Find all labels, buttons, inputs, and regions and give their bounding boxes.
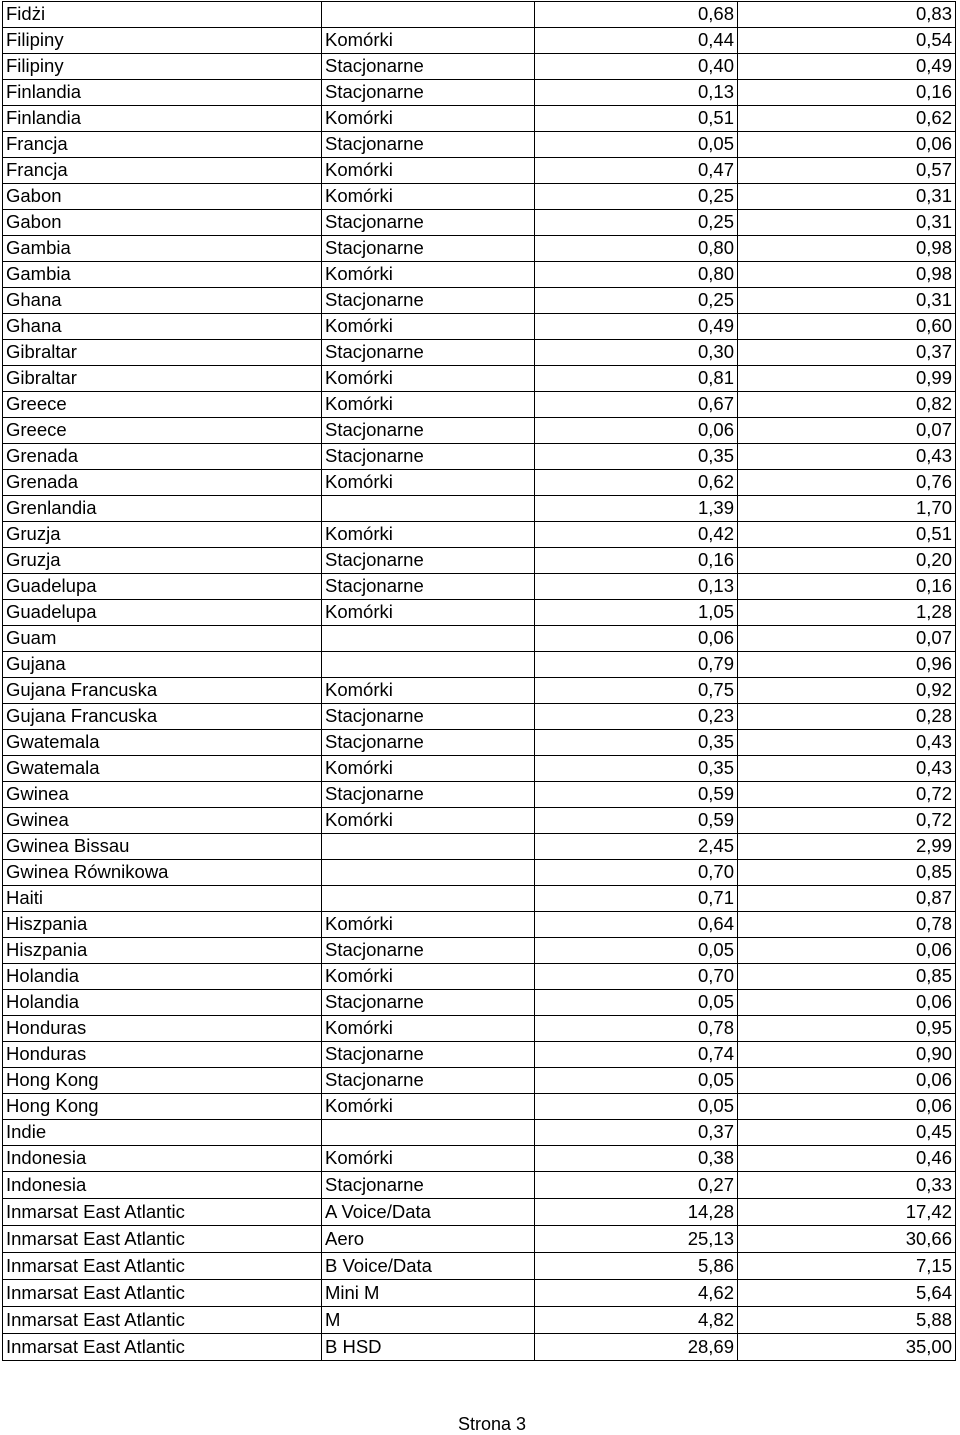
table-row [3, 782, 956, 808]
country-cell: Gujana Francuska [3, 704, 322, 730]
country-cell: Ghana [3, 314, 322, 340]
rate-cell: 0,68 [535, 2, 738, 28]
rate-cell: 0,67 [535, 392, 738, 418]
rate-gross-cell: 0,72 [738, 782, 956, 808]
rate-cell: 0,51 [535, 106, 738, 132]
table-row [3, 1226, 956, 1253]
rate-gross-cell: 0,98 [738, 262, 956, 288]
country-cell: Filipiny [3, 54, 322, 80]
rate-cell: 25,13 [535, 1226, 738, 1253]
rate-gross-cell: 0,31 [738, 288, 956, 314]
table-row [3, 964, 956, 990]
country-cell: Gruzja [3, 522, 322, 548]
rate-gross-cell: 0,06 [738, 132, 956, 158]
table-row [3, 288, 956, 314]
rate-gross-cell: 0,57 [738, 158, 956, 184]
type-cell: Stacjonarne [322, 938, 535, 964]
rate-gross-cell: 0,76 [738, 470, 956, 496]
type-cell: Stacjonarne [322, 80, 535, 106]
table-row [3, 210, 956, 236]
rate-gross-cell: 0,90 [738, 1042, 956, 1068]
rate-gross-cell: 1,28 [738, 600, 956, 626]
country-cell: Gambia [3, 236, 322, 262]
rate-gross-cell: 5,64 [738, 1280, 956, 1307]
table-row [3, 1334, 956, 1361]
country-cell: Hong Kong [3, 1068, 322, 1094]
table-row [3, 340, 956, 366]
type-cell [322, 886, 535, 912]
rate-gross-cell: 2,99 [738, 834, 956, 860]
table-row [3, 28, 956, 54]
country-cell: Francja [3, 158, 322, 184]
rate-cell: 0,35 [535, 756, 738, 782]
rate-cell: 0,75 [535, 678, 738, 704]
rate-gross-cell: 35,00 [738, 1334, 956, 1361]
table-row [3, 938, 956, 964]
type-cell: Komórki [322, 1016, 535, 1042]
type-cell: Stacjonarne [322, 990, 535, 1016]
type-cell: B HSD [322, 1334, 535, 1361]
rate-cell: 0,25 [535, 288, 738, 314]
table-row [3, 1068, 956, 1094]
country-cell: Guadelupa [3, 600, 322, 626]
rate-gross-cell: 1,70 [738, 496, 956, 522]
country-cell: Ghana [3, 288, 322, 314]
rate-gross-cell: 0,92 [738, 678, 956, 704]
table-row [3, 1016, 956, 1042]
rate-gross-cell: 0,31 [738, 210, 956, 236]
country-cell: Francja [3, 132, 322, 158]
country-cell: Gibraltar [3, 366, 322, 392]
country-cell: Haiti [3, 886, 322, 912]
type-cell: Stacjonarne [322, 418, 535, 444]
rate-gross-cell: 0,06 [738, 1094, 956, 1120]
rate-gross-cell: 0,98 [738, 236, 956, 262]
table-row [3, 574, 956, 600]
type-cell: Komórki [322, 912, 535, 938]
rate-gross-cell: 0,31 [738, 184, 956, 210]
table-row [3, 444, 956, 470]
country-cell: Grenada [3, 444, 322, 470]
country-cell: Inmarsat East Atlantic [3, 1307, 322, 1334]
country-cell: Greece [3, 392, 322, 418]
country-cell: Gwatemala [3, 756, 322, 782]
type-cell: B Voice/Data [322, 1253, 535, 1280]
rate-gross-cell: 0,07 [738, 626, 956, 652]
rate-cell: 0,35 [535, 444, 738, 470]
table-row [3, 860, 956, 886]
type-cell: Stacjonarne [322, 1042, 535, 1068]
table-row [3, 496, 956, 522]
rate-gross-cell: 5,88 [738, 1307, 956, 1334]
rate-cell: 0,05 [535, 1068, 738, 1094]
rate-cell: 0,05 [535, 990, 738, 1016]
country-cell: Honduras [3, 1042, 322, 1068]
rate-cell: 0,59 [535, 808, 738, 834]
rate-cell: 0,80 [535, 236, 738, 262]
table-row [3, 1280, 956, 1307]
table-row [3, 184, 956, 210]
table-row [3, 2, 956, 28]
table-row [3, 158, 956, 184]
type-cell: Komórki [322, 1146, 535, 1172]
rate-gross-cell: 0,82 [738, 392, 956, 418]
rate-cell: 0,64 [535, 912, 738, 938]
type-cell: Komórki [322, 184, 535, 210]
country-cell: Indonesia [3, 1172, 322, 1199]
table-row [3, 236, 956, 262]
rate-cell: 0,23 [535, 704, 738, 730]
rate-cell: 0,70 [535, 964, 738, 990]
country-cell: Gujana [3, 652, 322, 678]
type-cell: Komórki [322, 1094, 535, 1120]
type-cell [322, 626, 535, 652]
rate-cell: 0,25 [535, 184, 738, 210]
country-cell: Gambia [3, 262, 322, 288]
type-cell: Komórki [322, 678, 535, 704]
type-cell [322, 2, 535, 28]
type-cell: Komórki [322, 366, 535, 392]
table-row [3, 990, 956, 1016]
rate-cell: 0,05 [535, 1094, 738, 1120]
rate-gross-cell: 0,83 [738, 2, 956, 28]
table-row [3, 522, 956, 548]
type-cell: Stacjonarne [322, 236, 535, 262]
type-cell: Stacjonarne [322, 54, 535, 80]
table-row [3, 1307, 956, 1334]
country-cell: Gujana Francuska [3, 678, 322, 704]
rate-cell: 0,38 [535, 1146, 738, 1172]
table-row [3, 392, 956, 418]
country-cell: Indonesia [3, 1146, 322, 1172]
table-row [3, 54, 956, 80]
type-cell: Stacjonarne [322, 548, 535, 574]
rate-gross-cell: 17,42 [738, 1199, 956, 1226]
rate-cell: 0,70 [535, 860, 738, 886]
country-cell: Hong Kong [3, 1094, 322, 1120]
rate-table-body [3, 2, 956, 1361]
rate-cell: 0,59 [535, 782, 738, 808]
type-cell: Komórki [322, 314, 535, 340]
table-row [3, 1120, 956, 1146]
country-cell: Inmarsat East Atlantic [3, 1334, 322, 1361]
table-row [3, 262, 956, 288]
country-cell: Inmarsat East Atlantic [3, 1226, 322, 1253]
rate-cell: 0,40 [535, 54, 738, 80]
table-row [3, 314, 956, 340]
table-row [3, 912, 956, 938]
type-cell: Komórki [322, 392, 535, 418]
country-cell: Honduras [3, 1016, 322, 1042]
type-cell: Stacjonarne [322, 288, 535, 314]
table-row [3, 1199, 956, 1226]
type-cell: Mini M [322, 1280, 535, 1307]
country-cell: Gabon [3, 210, 322, 236]
rate-gross-cell: 0,28 [738, 704, 956, 730]
table-row [3, 730, 956, 756]
rate-gross-cell: 0,43 [738, 730, 956, 756]
rate-gross-cell: 0,51 [738, 522, 956, 548]
rate-cell: 0,47 [535, 158, 738, 184]
table-row [3, 548, 956, 574]
rate-cell: 0,71 [535, 886, 738, 912]
rate-cell: 0,49 [535, 314, 738, 340]
type-cell: Stacjonarne [322, 340, 535, 366]
rate-cell: 0,44 [535, 28, 738, 54]
rate-cell: 0,06 [535, 418, 738, 444]
country-cell: Greece [3, 418, 322, 444]
rate-gross-cell: 0,16 [738, 574, 956, 600]
country-cell: Inmarsat East Atlantic [3, 1253, 322, 1280]
rate-cell: 0,06 [535, 626, 738, 652]
rate-cell: 14,28 [535, 1199, 738, 1226]
rate-cell: 0,74 [535, 1042, 738, 1068]
country-cell: Gwinea Bissau [3, 834, 322, 860]
rate-cell: 0,16 [535, 548, 738, 574]
type-cell: Komórki [322, 470, 535, 496]
rate-gross-cell: 0,07 [738, 418, 956, 444]
table-row [3, 1253, 956, 1280]
rate-cell: 0,30 [535, 340, 738, 366]
rate-gross-cell: 0,20 [738, 548, 956, 574]
type-cell: Komórki [322, 106, 535, 132]
rate-gross-cell: 0,06 [738, 1068, 956, 1094]
country-cell: Filipiny [3, 28, 322, 54]
country-cell: Holandia [3, 990, 322, 1016]
rate-cell: 0,05 [535, 132, 738, 158]
country-cell: Finlandia [3, 80, 322, 106]
type-cell [322, 496, 535, 522]
country-cell: Grenlandia [3, 496, 322, 522]
rate-gross-cell: 0,06 [738, 938, 956, 964]
rate-gross-cell: 0,95 [738, 1016, 956, 1042]
table-row [3, 106, 956, 132]
country-cell: Inmarsat East Atlantic [3, 1280, 322, 1307]
type-cell [322, 834, 535, 860]
country-cell: Gwinea Równikowa [3, 860, 322, 886]
country-cell: Gabon [3, 184, 322, 210]
rate-gross-cell: 0,85 [738, 860, 956, 886]
rate-gross-cell: 0,72 [738, 808, 956, 834]
type-cell: Komórki [322, 808, 535, 834]
table-row [3, 756, 956, 782]
rate-cell: 28,69 [535, 1334, 738, 1361]
country-cell: Finlandia [3, 106, 322, 132]
country-cell: Gwinea [3, 782, 322, 808]
rate-gross-cell: 0,99 [738, 366, 956, 392]
type-cell: Stacjonarne [322, 782, 535, 808]
type-cell: Komórki [322, 756, 535, 782]
type-cell: Stacjonarne [322, 210, 535, 236]
table-row [3, 704, 956, 730]
rate-cell: 2,45 [535, 834, 738, 860]
rate-cell: 0,13 [535, 80, 738, 106]
type-cell: Komórki [322, 964, 535, 990]
rate-cell: 0,78 [535, 1016, 738, 1042]
country-cell: Gruzja [3, 548, 322, 574]
rate-gross-cell: 0,06 [738, 990, 956, 1016]
table-row [3, 1146, 956, 1172]
type-cell: Komórki [322, 262, 535, 288]
rate-gross-cell: 0,85 [738, 964, 956, 990]
type-cell [322, 860, 535, 886]
rate-cell: 0,13 [535, 574, 738, 600]
rate-cell: 0,81 [535, 366, 738, 392]
page-number: Strona 3 [457, 1414, 527, 1434]
type-cell: Komórki [322, 28, 535, 54]
type-cell: Aero [322, 1226, 535, 1253]
table-row [3, 626, 956, 652]
rate-cell: 0,80 [535, 262, 738, 288]
rate-cell: 0,05 [535, 938, 738, 964]
table-row [3, 808, 956, 834]
rate-gross-cell: 0,87 [738, 886, 956, 912]
rate-gross-cell: 0,43 [738, 444, 956, 470]
country-cell: Hiszpania [3, 938, 322, 964]
table-row [3, 1172, 956, 1199]
rate-gross-cell: 0,54 [738, 28, 956, 54]
type-cell: Stacjonarne [322, 444, 535, 470]
rate-cell: 0,42 [535, 522, 738, 548]
type-cell: Stacjonarne [322, 1172, 535, 1199]
type-cell [322, 1120, 535, 1146]
table-row [3, 470, 956, 496]
rate-gross-cell: 0,62 [738, 106, 956, 132]
type-cell: Komórki [322, 600, 535, 626]
country-cell: Gibraltar [3, 340, 322, 366]
table-row [3, 886, 956, 912]
type-cell: Stacjonarne [322, 1068, 535, 1094]
country-cell: Fidżi [3, 2, 322, 28]
type-cell: Komórki [322, 522, 535, 548]
table-row [3, 418, 956, 444]
table-row [3, 366, 956, 392]
country-cell: Grenada [3, 470, 322, 496]
rate-cell: 0,35 [535, 730, 738, 756]
country-cell: Gwinea [3, 808, 322, 834]
rate-cell: 1,05 [535, 600, 738, 626]
rate-cell: 0,62 [535, 470, 738, 496]
rate-cell: 0,27 [535, 1172, 738, 1199]
table-row [3, 834, 956, 860]
rate-gross-cell: 0,33 [738, 1172, 956, 1199]
rate-cell: 0,79 [535, 652, 738, 678]
rate-gross-cell: 30,66 [738, 1226, 956, 1253]
type-cell: Stacjonarne [322, 730, 535, 756]
type-cell: Komórki [322, 158, 535, 184]
rate-cell: 4,82 [535, 1307, 738, 1334]
rate-cell: 0,25 [535, 210, 738, 236]
rate-gross-cell: 0,60 [738, 314, 956, 340]
rate-gross-cell: 0,45 [738, 1120, 956, 1146]
type-cell: Stacjonarne [322, 132, 535, 158]
rate-table [2, 1, 956, 1361]
type-cell: A Voice/Data [322, 1199, 535, 1226]
type-cell: Stacjonarne [322, 704, 535, 730]
table-row [3, 80, 956, 106]
rate-gross-cell: 0,46 [738, 1146, 956, 1172]
rate-gross-cell: 0,78 [738, 912, 956, 938]
table-row [3, 132, 956, 158]
country-cell: Inmarsat East Atlantic [3, 1199, 322, 1226]
country-cell: Gwatemala [3, 730, 322, 756]
rate-cell: 5,86 [535, 1253, 738, 1280]
rate-gross-cell: 0,96 [738, 652, 956, 678]
rate-gross-cell: 0,49 [738, 54, 956, 80]
rate-cell: 4,62 [535, 1280, 738, 1307]
table-row [3, 600, 956, 626]
rate-cell: 1,39 [535, 496, 738, 522]
country-cell: Guam [3, 626, 322, 652]
type-cell [322, 652, 535, 678]
rate-gross-cell: 0,16 [738, 80, 956, 106]
rate-gross-cell: 7,15 [738, 1253, 956, 1280]
table-row [3, 652, 956, 678]
type-cell: Stacjonarne [322, 574, 535, 600]
country-cell: Holandia [3, 964, 322, 990]
country-cell: Hiszpania [3, 912, 322, 938]
rate-cell: 0,37 [535, 1120, 738, 1146]
country-cell: Indie [3, 1120, 322, 1146]
table-row [3, 1094, 956, 1120]
type-cell: M [322, 1307, 535, 1334]
rate-gross-cell: 0,37 [738, 340, 956, 366]
rate-gross-cell: 0,43 [738, 756, 956, 782]
table-row [3, 678, 956, 704]
country-cell: Guadelupa [3, 574, 322, 600]
table-row [3, 1042, 956, 1068]
